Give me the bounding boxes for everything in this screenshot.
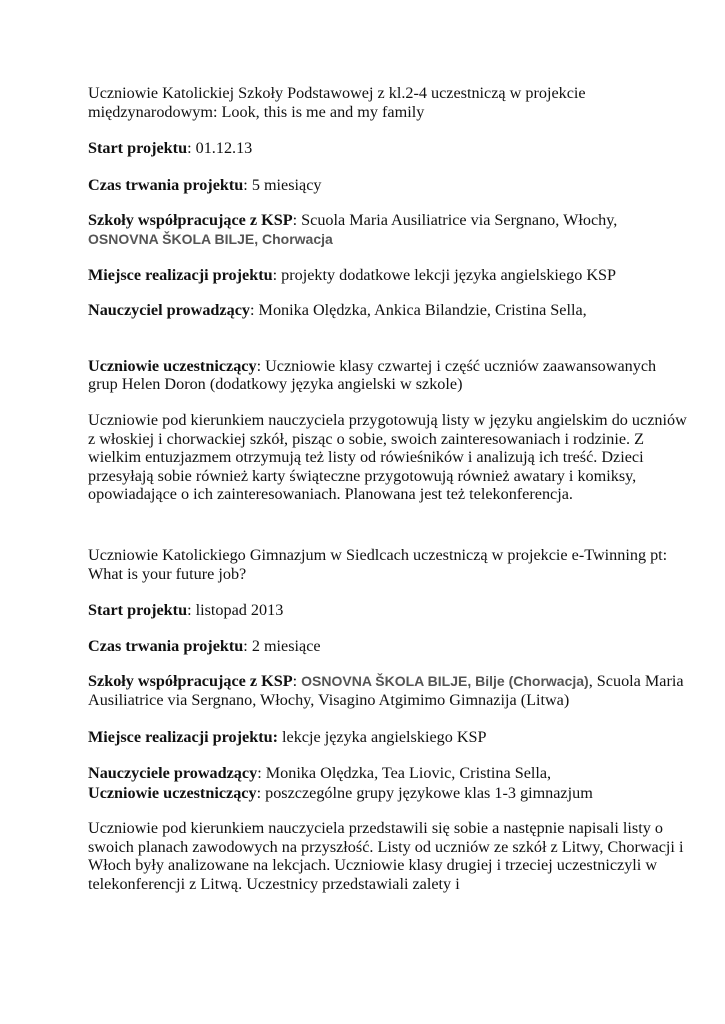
project1-place [88, 266, 688, 285]
project2-description: Uczniowie pod kierunkiem nauczyciela przedstawili się sobie a następnie napisali listy o swoich planach zawodowych na przyszłość. Listy od uczniów ze szkół z Litwy, Chorwacji i Włoch były analizowane na lekcjach. Uczniowie klasy drugiej i trzeciej uczestniczyli w telekonferencji z Litwą. Uczestnicy przedstawiali zalety i [88, 819, 684, 894]
project2-schools [88, 672, 688, 709]
project1-intro: Uczniowie Katolickiej Szkoły Podstawowej z kl.2-4 uczestniczą w projekcie międzynarodowym: Look, this is me and my family [88, 84, 586, 121]
project2-start [88, 601, 688, 620]
project1-duration-label: Czas trwania projektu [88, 175, 244, 194]
project2-schools-label: Szkoły współpracujące z KSP [88, 672, 293, 691]
project2-start-value: : listopad 2013 [187, 601, 284, 620]
project1-students-value: : Uczniowie klasy czwartej i część uczniów zaawansowanych grup Helen Doron (dodatkowy języka angielski w szkole) [88, 356, 657, 394]
project1-schools [88, 211, 688, 248]
project2-students-label: Uczniowie uczestniczący [88, 783, 257, 802]
project2-teachers-value: : Monika Olędzka, Tea Liovic, Cristina Sella, [257, 764, 552, 783]
project2-students-value: : poszczególne grupy językowe klas 1-3 gimnazjum [256, 783, 593, 802]
project2-duration-label: Czas trwania projektu [88, 636, 244, 655]
document-body [88, 84, 688, 894]
project2-intro: Uczniowie Katolickiego Gimnazjum w Siedlcach uczestniczą w projekcie e-Twinning pt: What is your future job? [88, 545, 668, 583]
project1-place-label: Miejsce realizacji projektu [88, 265, 273, 284]
project1-schools-highlight: OSNOVNA ŠKOLA BILJE, Chorwacja [88, 230, 333, 247]
project2-schools-highlight-2: , Bilje (Chorwacja) [467, 673, 589, 690]
project1-duration-value: : 5 miesiący [243, 175, 322, 194]
project2-students [88, 784, 688, 803]
project1-duration [88, 176, 688, 195]
project1-students-label: Uczniowie uczestniczący [88, 356, 257, 375]
project1-start [88, 139, 688, 158]
project1-start-value: : 01.12.13 [187, 139, 253, 158]
project2-place-label: Miejsce realizacji projektu: [88, 728, 278, 747]
project1-schools-label: Szkoły współpracujące z KSP [88, 211, 293, 230]
project1-place-value: : projekty dodatkowe lekcji języka angielskiego KSP [272, 265, 617, 284]
project1-schools-value: : Scuola Maria Ausiliatrice via Sergnano, Włochy, [292, 211, 618, 230]
project1-start-label: Start projektu [88, 139, 188, 158]
project2-schools-value: , Scuola Maria Ausiliatrice via Sergnano, Włochy, Visagino Atgimimo Gimnazija (Litwa) [88, 672, 684, 709]
project2-place-value: lekcje języka angielskiego KSP [277, 728, 487, 747]
project1-teacher [88, 301, 688, 320]
project2-schools-highlight: OSNOVNA ŠKOLA BILJE [301, 673, 468, 690]
project2-schools-colon: : [292, 672, 302, 691]
project2-duration [88, 637, 688, 656]
project2-duration-value: : 2 miesiące [243, 636, 321, 655]
project2-place [88, 728, 688, 747]
project2-teachers-label: Nauczyciele prowadzący [88, 764, 258, 783]
project1-description: Uczniowie pod kierunkiem nauczyciela przygotowują listy w języku angielskim do uczniów z włoskiej i chorwackiej szkół, pisząc o sobie, swoich zainteresowaniach i rodzinie. Z wielkim entuzjazmem otrzymują też listy od rówieśników i analizują ich treść. Dzieci przesyłają sobie również karty świąteczne przygotowują również awatary i komiksy, opowiadające o ich zainteresowaniach. Planowana jest też telekonferencja. [88, 410, 687, 504]
project1-teacher-label: Nauczyciel prowadzący [88, 301, 250, 320]
project1-teacher-value: : Monika Olędzka, Ankica Bilandzie, Cristina Sella, [250, 301, 587, 320]
project1-students [88, 357, 688, 394]
project2-teachers [88, 764, 688, 783]
project2-start-label: Start projektu [88, 601, 188, 620]
